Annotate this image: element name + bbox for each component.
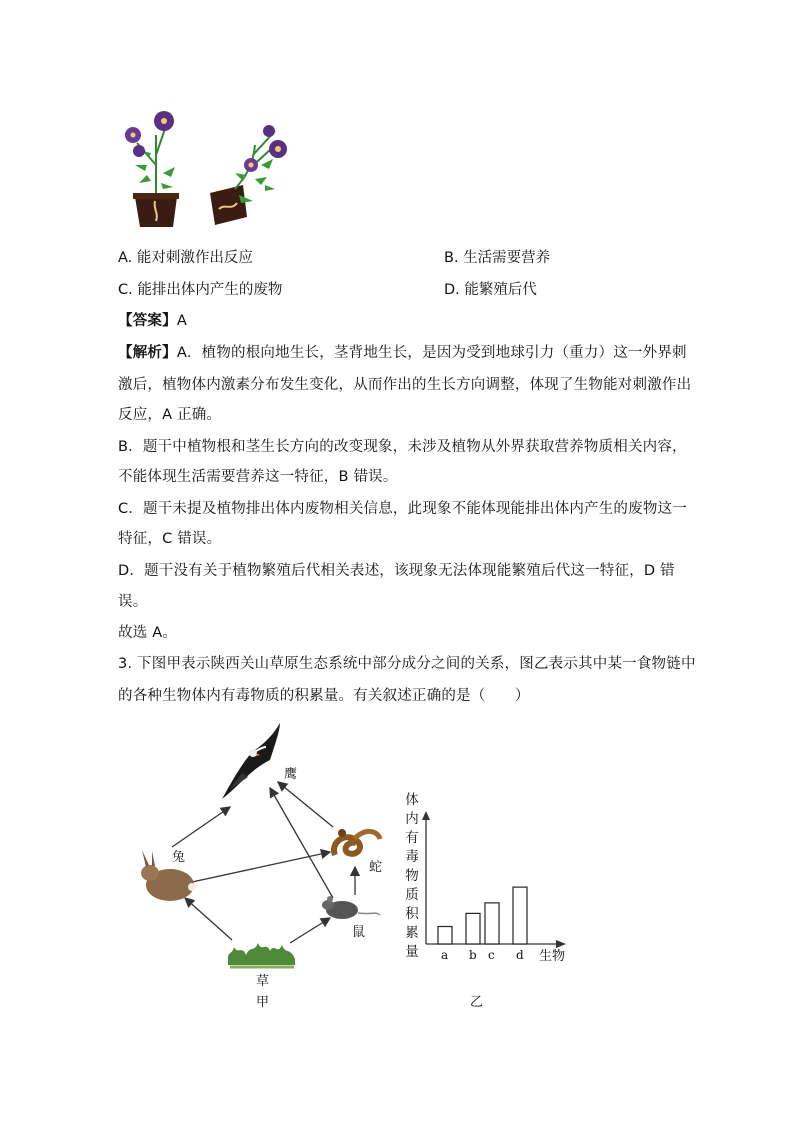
tick-a: a	[441, 948, 449, 962]
arrow-rabbit-eagle	[172, 807, 230, 847]
snake-picture	[334, 829, 380, 855]
arrow-mouse-eagle	[270, 788, 333, 898]
question-3-line-1: 3. 下图甲表示陕西关山草原生态系统中部分成分之间的关系，图乙表示其中某一食物链中	[118, 656, 696, 672]
option-c: C. 能排出体内产生的废物	[118, 282, 283, 298]
grass-picture	[228, 943, 295, 967]
arrow-grass-mouse	[290, 918, 330, 943]
bar-b	[466, 913, 480, 944]
chart-x-label: 生物	[539, 949, 566, 964]
option-a: A. 能对刺激作出反应	[118, 250, 253, 266]
arrow-snake-eagle	[278, 782, 333, 827]
rabbit-picture	[141, 850, 196, 901]
question-3-line-2: 的各种生物体内有毒物质的积累量。有关叙述正确的是（ ）	[118, 688, 530, 704]
answer-line	[118, 311, 187, 331]
analysis-line-2: 激后，植物体内激素分布发生变化，从而作出的生长方向调整，体现了生物能对刺激作出	[118, 377, 692, 393]
label-grass: 草	[256, 974, 270, 989]
analysis-line-4: B．题干中植物根和茎生长方向的改变现象，未涉及植物从外界获取营养物质相关内容，	[118, 439, 687, 455]
plant-pots-illustration	[115, 105, 300, 235]
caption-jia: 甲	[256, 995, 270, 1010]
analysis-label: 【解析】	[118, 345, 177, 361]
eagle-picture	[222, 723, 280, 799]
bar-c	[485, 903, 499, 944]
option-b: B. 生活需要营养	[444, 250, 551, 266]
toxin-bar-chart	[420, 810, 570, 950]
tick-d: d	[516, 948, 524, 962]
food-web-diagram	[130, 715, 390, 985]
x-axis-arrowhead	[556, 940, 566, 948]
analysis-line-5: 不能体现生活需要营养这一特征，B 错误。	[118, 469, 398, 485]
caption-yi: 乙	[470, 995, 484, 1010]
label-eagle: 鹰	[284, 767, 298, 782]
bar-d	[513, 887, 527, 944]
label-snake: 蛇	[369, 860, 383, 875]
analysis-line-3: 反应，A 正确。	[118, 407, 222, 423]
answer-label: 【答案】	[118, 313, 177, 329]
label-mouse: 鼠	[352, 925, 366, 940]
answer-value: A	[176, 313, 187, 329]
analysis-line-1: 【解析】A．植物的根向地生长，茎背地生长，是因为受到地球引力（重力）这一外界刺	[118, 345, 687, 361]
arrow-grass-rabbit	[185, 898, 232, 940]
label-rabbit: 兔	[172, 850, 186, 865]
analysis-line-7: 特征，C 错误。	[118, 531, 222, 547]
analysis-line-9: 误。	[118, 594, 148, 610]
analysis-line-6: C．题干未提及植物排出体内废物相关信息，此现象不能体现能排出体内产生的废物这一	[118, 501, 687, 517]
bar-a	[438, 927, 452, 945]
tick-b: b	[469, 948, 477, 962]
option-d: D. 能繁殖后代	[444, 282, 537, 298]
y-axis-arrowhead	[422, 811, 430, 820]
analysis-line-10: 故选 A。	[118, 625, 178, 641]
tick-c: c	[488, 948, 495, 962]
analysis-line-8: D．题干没有关于植物繁殖后代相关表述，该现象无法体现能繁殖后代这一特征，D 错	[118, 563, 675, 579]
mouse-picture	[322, 896, 380, 919]
